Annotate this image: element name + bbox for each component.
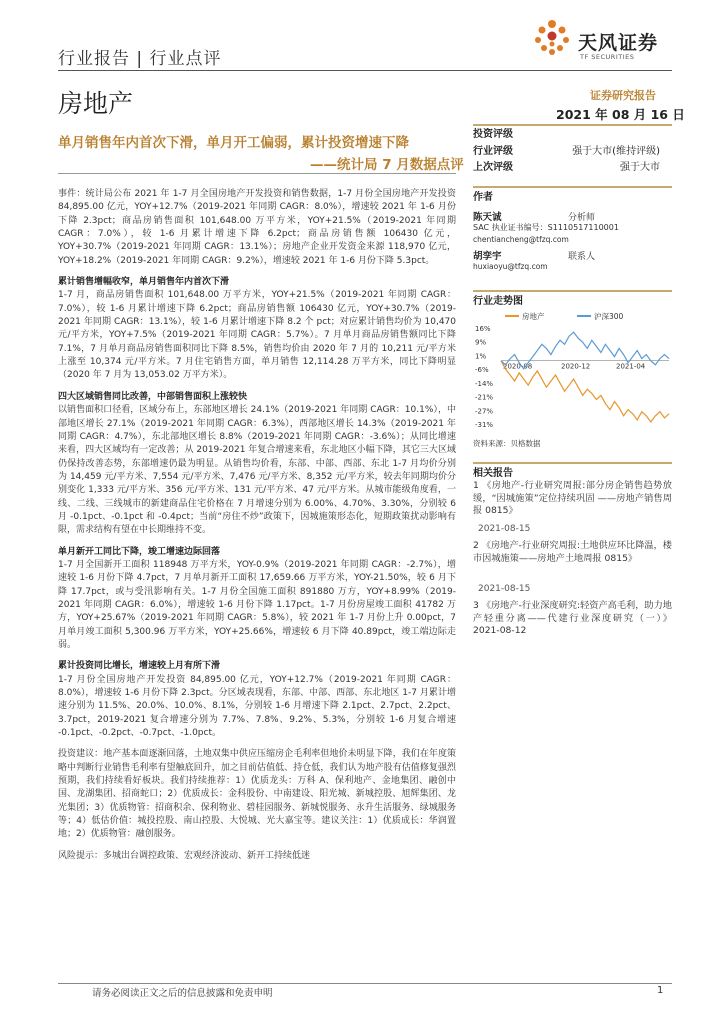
authors-heading: 作者 [473,192,493,203]
y-tick-label: -27% [475,407,494,416]
related-report-link[interactable]: 3 《房地产-行业深度研究:轻资产高毛利，助力地产轻重分离——代建行业深度研究（一）》 2021-08-12 [473,600,672,637]
risk-warning: 风险提示：多城出台调控政策、宏观经济波动、新开工持续低迷 [58,850,311,861]
chart-title: 行业走势图 [473,296,523,307]
x-tick-label: 2020-12 [561,362,591,371]
x-tick-label: 2021-04 [616,362,646,371]
rating-label: 上次评级 [473,162,513,173]
body-paragraph: 1-7 月全国新开工面积 118948 万平方米，YOY-0.9%（2019-2021 年同期 CAGR：-2.7%），增速较 1-6 月份下降 4.7pct，7 月单月新开工面积 17,659.66 万平方米，YOY-21.50%，较 6 月下降 17.7pct，或与受汛影响有关。1-7 月份全国施工面积 891880 万方，YOY+8.99%（2019-2021 年同期 CAGR：6.0%），增速较 1-6 月份下降 1.17pct。1-7 月份房屋竣工面积 41782 万方，YOY+25.67%（2019-2021 年同期 CAGR：5.8%），较 2021 年 1-7 月份上升 0.00pct，7 月单月竣工面积 5,300.96 万平方米，YOY+25.66%，增速较 6 月下降 40.89pct，竣工端边际走弱。 [58,559,456,650]
author-role: 分析师 [568,213,596,223]
disclaimer-text: 请务必阅读正文之后的信息披露和免责申明 [92,988,273,999]
report-date: 2021 年 08 月 16 日 [556,107,685,122]
event-paragraph: 事件：统计局公布 2021 年 1-7 月全国房地产开发投资和销售数据，1-7 月份全国房地产开发投资 84,895.00 亿元，YOY+12.7%（2019-2021 年同期 CAGR：8.0%），增速较 2021 年 1-6 月份下降 2.3pct；商品房销售面积 101,648.00 万平方米，YOY+21.5%（2019-2021 年同期 CAGR：7.0%），较 1-6 月累计增速下降 6.2pct；商品房销售额 106430 亿元，YOY+30.7%（2019-2021 年同期 CAGR：13.1%）；房地产企业开发资金来源 118,970 亿元，YOY+18.2%（2019-2021 年同期 CAGR：9.2%），增速较 2021 年 1-6 月份下降 5.3pct。 [58,189,456,266]
report-body [58,188,456,871]
investment-advice: 投资建议：地产基本面逐渐回落，土地双集中供应压缩房企毛利率但地价未明显下降，我们在年度策略中判断行业销售毛利率有望触底回升，加之目前估值低、持仓低，我们认为地产股有估值修复强烈预期，我们持续看好板块。我们持续推荐：1）优质龙头：万科 A、保利地产、金地集团、融创中国、龙湖集团、招商蛇口；2）优质成长：金科股份、中南建设、阳光城、新城控股、旭辉集团、龙光集团；3）优质物管：招商积余、保利物业、碧桂园服务、新城悦服务、永升生活服务、绿城服务等；4）低估价值：城投控股、南山控股、大悦城、光大嘉宝等。建议关注：1）优质成长：华润置地；2）优质物管：融创服务。 [58,749,456,840]
title-divider [58,173,456,174]
section-heading: 累计销售增幅收窄，单月销售年内首次下滑 [58,277,230,288]
x-tick-label: 2020-08 [503,362,533,371]
related-report-date: 2021-08-15 [478,584,531,594]
chart-source: 资料来源：贝格数据 [473,439,541,448]
author-name: 胡孪宇 [473,251,502,262]
y-tick-label: -6% [475,366,489,375]
header-divider [58,70,672,71]
report-title: 单月销售年内首次下滑，单月开工偏弱，累计投资增速下降 [58,135,409,151]
legend-label: 沪深300 [594,312,624,321]
chart-canvas [473,308,672,430]
rating-value: 强于大市 [620,162,660,173]
legend-label: 房地产 [522,312,545,321]
rating-row [473,158,672,173]
body-paragraph: 以销售面积口径看，区域分布上，东部地区增长 24.1%（2019-2021 年同期 CAGR：10.1%），中部地区增长 27.1%（2019-2021 年同期 CAGR：6.3%），西部地区增长 14.3%（2019-2021 年同期 CAGR：4.7%），东北部地区增长 8.8%（2019-2021 年同期 CAGR：-3.6%）；从同比增速来看，四大区域均有一定改善；从 2019-2021 年复合增速来看，东北地区小幅下降，其它三大区域仍保持改善态势，东部增速仍最为明显。从销售均价看，东部、中部、西部、东北 1-7 月均价分别为 14,459 元/平方米、7,554 元/平方米、7,476 元/平方米、8,352 元/平方米，较去年同期均价分别变化 1,333 元/平方米、356 元/平方米、131 元/平方米、47 元/平方米。从城市能级角度看，一线、二线、三线城市的新建商品住宅价格在 7 月增速分别为 6.00%、4.70%、3.30%，分别较 6 月 -0.1pct、-0.1pct 和 -0.4pct；当前“房住不炒”政策下，因城施策形态化，短期政策扰动影响有限，需求结构有望在中长期维持不变。 [58,405,456,536]
related-report-link[interactable]: 1 《房地产-行业研究周报:部分房企销售趋势放缓，“因城施策”定位持续巩固 ——房地产销售周报 0815》 [473,480,672,517]
report-category: 行业报告 | 行业点评 [58,49,222,69]
y-tick-label: 1% [475,352,487,361]
industry-trend-chart [473,308,672,430]
footer-divider [58,983,672,984]
logo-mark-icon [532,18,572,58]
author-name: 陈天诚 [473,212,502,223]
y-tick-label: -21% [475,393,494,402]
rating-value: 强于大市(维持评级) [572,146,660,157]
report-type: 证券研究报告 [590,89,656,102]
related-report-link[interactable]: 2 《房地产-行业研究周报:土地供应环比降温，楼市因城施策——房地产土地周报 0815》 [473,540,672,564]
section-heading: 累计投资同比增长，增速较上月有所下滑 [58,661,221,672]
author-cert: SAC 执业证书编号：S1110517110001 [473,223,619,232]
y-tick-label: 9% [475,338,487,347]
rating-row [473,142,672,157]
y-tick-label: 16% [475,325,491,333]
rating-label: 行业评级 [473,146,513,157]
body-paragraph: 1-7 月份全国房地产开发投资 84,895.00 亿元，YOY+12.7%（2019-2021 年同期 CAGR：8.0%），增速较 1-6 月份下降 2.3pct。分区域表现看，东部、中部、西部、东北地区 1-7 月累计增速分别为 11.5%、20.0%、10.0%、8.1%，分别较 1-6 月增速下降 2.1pct、2.7pct、2.2pct、3.7pct，2019-2021 复合增速分别为 7.7%、7.8%、9.2%、5.3%，分别较 1-6 月复合增速 -0.1pct、-0.2pct、-0.7pct、-1.0pct。 [58,674,456,739]
logo-name-en: TF SECURITIES [580,53,635,61]
y-tick-label: -31% [475,421,494,429]
author-email: chentiancheng@tfzq.com [473,235,569,244]
author-email: huxiaoyu@tfzq.com [473,262,548,271]
sidebar-divider [473,186,672,188]
body-paragraph: 1-7 月，商品房销售面积 101,648.00 万平方米，YOY+21.5%（2019-2021 年同期 CAGR：7.0%），较 1-6 月累计增速下降 6.2pct；商品房销售额 106430 亿元，YOY+30.7%（2019-2021 年同期 CAGR：13.1%），较 1-6 月累计增速下降 8.2 个 pct；对应累计销售均价为 10,470 元/平方米，YOY+7.5%（2019-2021 年同期 CAGR：5.7%）。7 月单月商品房销售额同比下降 7.1%，7 月单月商品房销售面积同比下降 8.5%，销售均价由 2020 年 7 月的 10,211 元/平方米上涨至 10,374 元/平方米。7 月住宅销售方面，单月销售 12,114.28 万平方米，同比下降明显（2020 年 7 月为 13,053.02 万平方米）。 [58,290,456,381]
rating-heading: 投资评级 [473,129,513,140]
related-report-date: 2021-08-15 [478,524,531,534]
section-heading: 单月新开工同比下降，竣工增速边际回落 [58,546,221,557]
section-heading: 四大区域销售同比改善，中部销售面积上涨较快 [58,391,248,402]
logo-name-cn: 天风证券 [578,32,659,54]
related-heading: 相关报告 [473,468,513,479]
page-number: 1 [657,985,664,996]
y-tick-label: -14% [475,379,494,388]
author-role: 联系人 [568,252,596,262]
sector-title: 房地产 [58,89,134,118]
report-subtitle: ——统计局 7 月数据点评 [310,157,464,173]
